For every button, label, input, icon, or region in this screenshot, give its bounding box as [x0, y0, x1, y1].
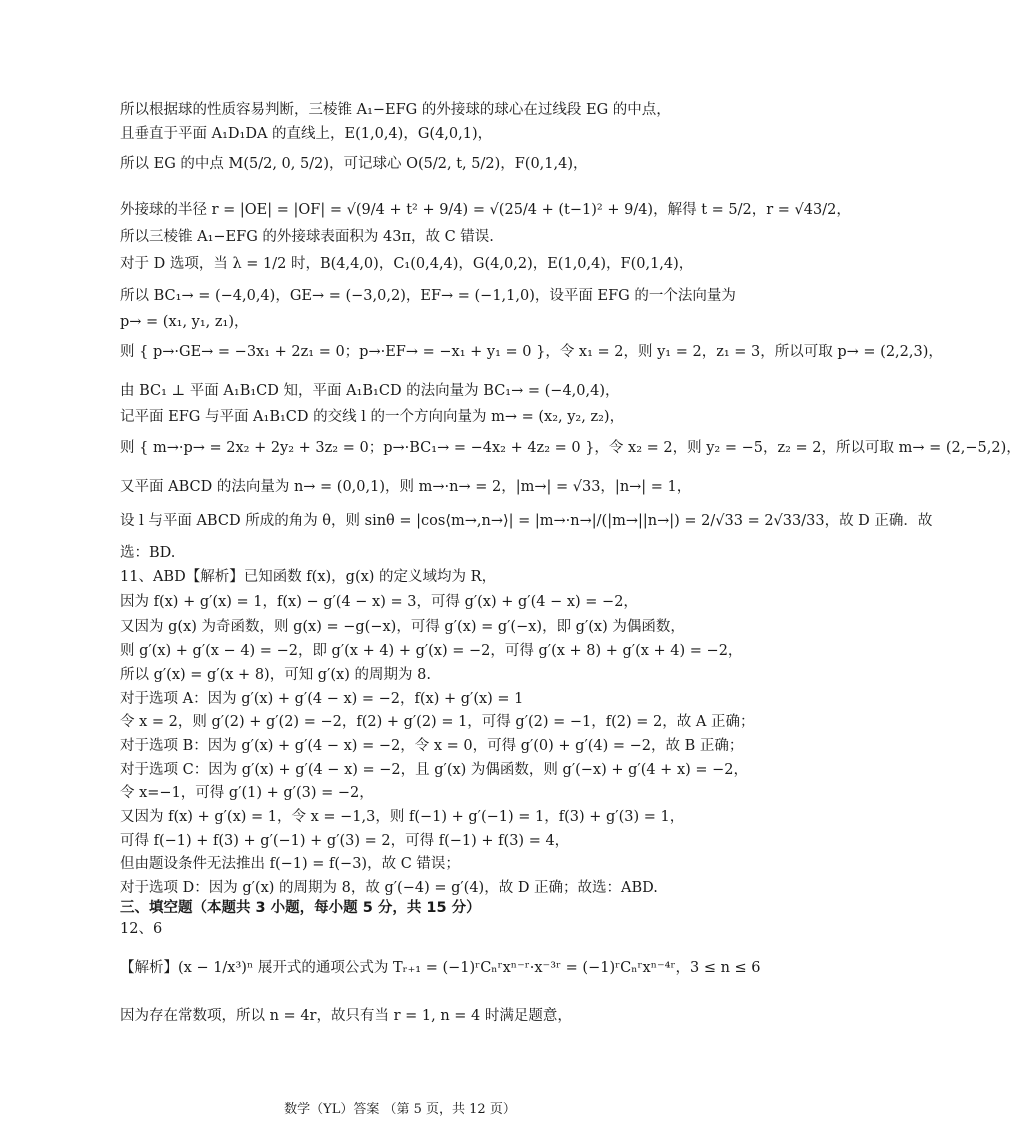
text-line: 由 BC₁ ⊥ 平面 A₁B₁CD 知，平面 A₁B₁CD 的法向量为 BC₁→ = (−4,0,4)，: [120, 383, 620, 399]
section-heading: 三、填空题（本题共 3 小题，每小题 5 分，共 15 分）: [120, 900, 481, 916]
text-line: 所以 g′(x) = g′(x + 8)，可知 g′(x) 的周期为 8.: [120, 667, 431, 683]
text-line: 所以三棱锥 A₁−EFG 的外接球表面积为 43π，故 C 错误.: [120, 229, 494, 245]
text-line: 12、6: [120, 921, 163, 937]
text-line: 又平面 ABCD 的法向量为 n→ = (0,0,1)，则 m→·n→ = 2，|m→| = √33，|n→| = 1，: [120, 479, 692, 495]
text-line: 所以根据球的性质容易判断，三棱锥 A₁−EFG 的外接球的球心在过线段 EG 的中点，: [120, 102, 671, 118]
text-line: 11、ABD【解析】已知函数 f(x)，g(x) 的定义域均为 R，: [120, 569, 497, 585]
text-line: 【解析】(x − 1/x³)ⁿ 展开式的通项公式为 Tᵣ₊₁ = (−1)ʳCₙʳxⁿ⁻ʳ·x⁻³ʳ = (−1)ʳCₙʳxⁿ⁻⁴ʳ，3 ≤ n ≤ 6: [120, 960, 761, 976]
text-line: 且垂直于平面 A₁D₁DA 的直线上，E(1,0,4)，G(4,0,1)，: [120, 126, 493, 142]
text-line: 则 { p→·GE→ = −3x₁ + 2z₁ = 0；p→·EF→ = −x₁ + y₁ = 0 }，令 x₁ = 2，则 y₁ = 2，z₁ = 3，所以可取 p→ = (2,2,3)，: [120, 344, 943, 360]
text-line: p→ = (x₁, y₁, z₁)，: [120, 314, 249, 330]
text-line: 对于 D 选项，当 λ = 1/2 时，B(4,4,0)，C₁(0,4,4)，G(4,0,2)，E(1,0,4)，F(0,1,4)，: [120, 256, 694, 272]
text-line: 对于选项 B：因为 g′(x) + g′(4 − x) = −2，令 x = 0，可得 g′(0) + g′(4) = −2，故 B 正确；: [120, 738, 744, 754]
page-footer: 数学（YL）答案 （第 5 页，共 12 页）: [284, 1102, 516, 1117]
text-line: 对于选项 C：因为 g′(x) + g′(4 − x) = −2，且 g′(x) 为偶函数，则 g′(−x) + g′(4 + x) = −2，: [120, 762, 749, 778]
text-line: 记平面 EFG 与平面 A₁B₁CD 的交线 l 的一个方向向量为 m→ = (x₂, y₂, z₂)，: [120, 409, 625, 425]
text-line: 又因为 f(x) + g′(x) = 1，令 x = −1,3，则 f(−1) + g′(−1) = 1，f(3) + g′(3) = 1，: [120, 809, 685, 825]
text-line: 对于选项 D：因为 g′(x) 的周期为 8，故 g′(−4) = g′(4)，故 D 正确；故选：ABD.: [120, 880, 658, 896]
text-line: 因为 f(x) + g′(x) = 1，f(x) − g′(4 − x) = 3，可得 g′(x) + g′(4 − x) = −2，: [120, 594, 638, 610]
text-line: 因为存在常数项，所以 n = 4r，故只有当 r = 1, n = 4 时满足题意，: [120, 1008, 572, 1024]
text-line: 所以 EG 的中点 M(5/2, 0, 5/2)，可记球心 O(5/2, t, 5/2)，F(0,1,4)，: [120, 156, 588, 172]
text-line: 则 g′(x) + g′(x − 4) = −2，即 g′(x + 4) + g′(x) = −2，可得 g′(x + 8) + g′(x + 4) = −2，: [120, 643, 743, 659]
text-line: 令 x=−1，可得 g′(1) + g′(3) = −2，: [120, 785, 374, 801]
text-line: 所以 BC₁→ = (−4,0,4)，GE→ = (−3,0,2)，EF→ = (−1,1,0)，设平面 EFG 的一个法向量为: [120, 288, 736, 304]
text-line: 则 { m→·p→ = 2x₂ + 2y₂ + 3z₂ = 0；p→·BC₁→ = −4x₂ + 4z₂ = 0 }，令 x₂ = 2，则 y₂ = −5，z₂ = 2，所以可取 m→ = (2,−5,2)，: [120, 440, 1021, 456]
text-line: 令 x = 2，则 g′(2) + g′(2) = −2，f(2) + g′(2) = 1，可得 g′(2) = −1，f(2) = 2，故 A 正确；: [120, 714, 755, 730]
text-line: 选：BD.: [120, 545, 176, 561]
text-line: 设 l 与平面 ABCD 所成的角为 θ，则 sinθ = |cos⟨m→,n→⟩| = |m→·n→|/(|m→||n→|) = 2/√33 = 2√33/33，故 D 正确．故: [120, 513, 933, 529]
text-line: 外接球的半径 r = |OE| = |OF| = √(9/4 + t² + 9/4) = √(25/4 + (t−1)² + 9/4)，解得 t = 5/2，r = √43/2，: [120, 202, 851, 218]
text-line: 但由题设条件无法推出 f(−1) = f(−3)，故 C 错误；: [120, 856, 460, 872]
text-line: 可得 f(−1) + f(3) + g′(−1) + g′(3) = 2，可得 f(−1) + f(3) = 4，: [120, 833, 570, 849]
text-line: 对于选项 A：因为 g′(x) + g′(4 − x) = −2，f(x) + g′(x) = 1: [120, 691, 524, 707]
text-line: 又因为 g(x) 为奇函数，则 g(x) = −g(−x)，可得 g′(x) = g′(−x)，即 g′(x) 为偶函数，: [120, 619, 685, 635]
